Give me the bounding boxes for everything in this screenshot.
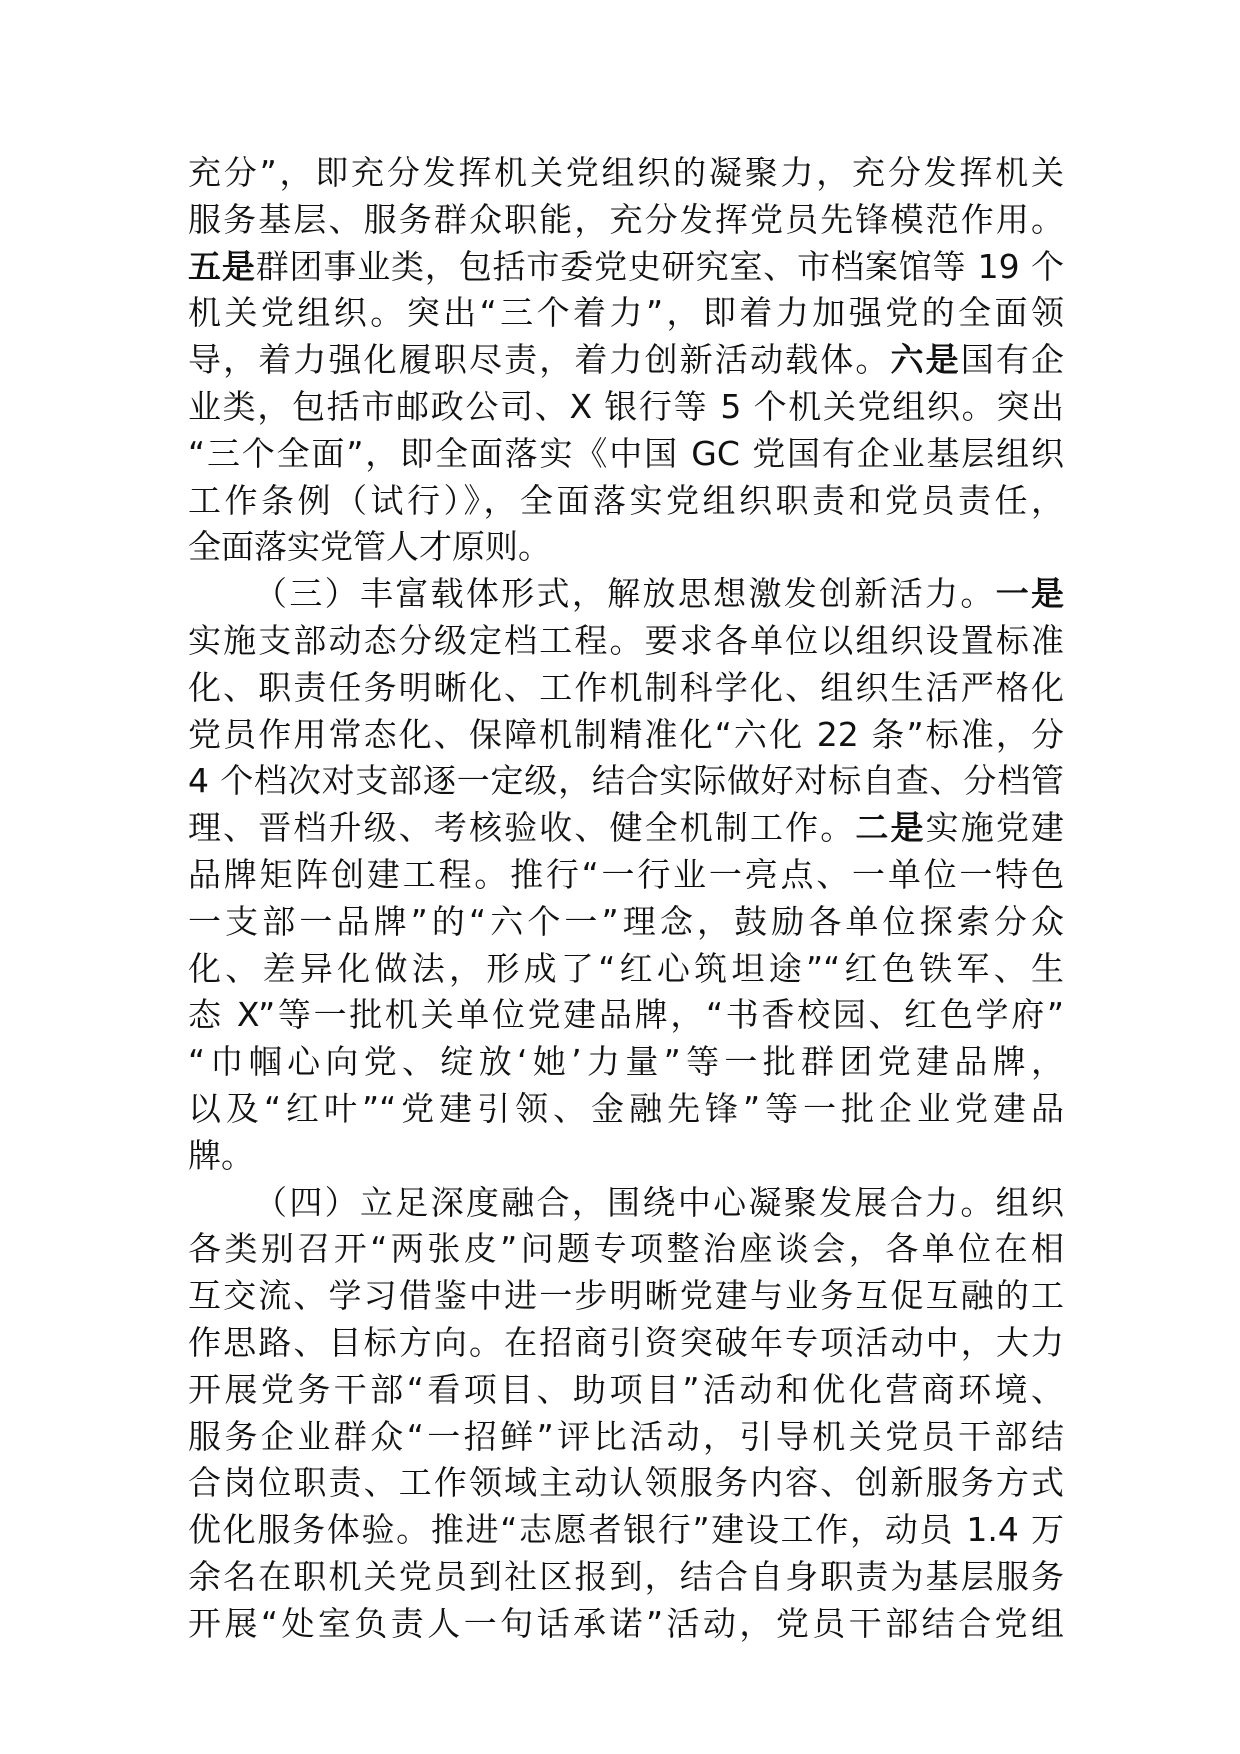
text-line <box>188 1086 1064 1133</box>
text-segment: 业类，包括市邮政公司、X 银行等 5 个机关党组织。突出 <box>188 386 1064 426</box>
text-line <box>188 290 1064 337</box>
text-segment: 合岗位职责、工作领域主动认领服务内容、创新服务方式 <box>188 1463 1064 1503</box>
bold-text-segment: 五是 <box>188 246 256 286</box>
text-segment: 牌。 <box>188 1135 254 1175</box>
text-segment: 实施党建 <box>925 808 1064 848</box>
text-line <box>188 1226 1064 1273</box>
text-segment: 机关党组织。突出“三个着力”，即着力加强党的全面领 <box>188 293 1064 333</box>
text-line <box>188 665 1064 712</box>
text-line <box>188 618 1064 665</box>
bold-text-segment: 六是 <box>890 340 961 380</box>
text-segment: 态 X”等一批机关单位党建品牌，“书香校园、红色学府” <box>188 995 1064 1035</box>
text-line <box>188 712 1064 759</box>
text-segment: 全面落实党管人才原则。 <box>188 527 551 567</box>
text-segment: “巾帼心向党、绽放‘她’力量”等一批群团党建品牌， <box>188 1042 1064 1082</box>
bold-text-segment: 二是 <box>855 808 926 848</box>
text-line <box>188 1554 1064 1601</box>
text-segment: 充分”，即充分发挥机关党组织的凝聚力，充分发挥机关 <box>188 153 1064 192</box>
document-page <box>188 150 1064 1648</box>
text-line <box>188 431 1064 478</box>
text-segment: 化、差异化做法，形成了“红心筑坦途”“红色铁军、生 <box>188 948 1064 988</box>
text-segment: 导，着力强化履职尽责，着力创新活动载体。 <box>188 340 891 380</box>
text-segment: 国有企 <box>960 340 1064 380</box>
text-segment: 服务基层、服务群众职能，充分发挥党员先锋模范作用。 <box>188 199 1064 239</box>
text-line <box>188 244 1064 291</box>
text-line <box>188 758 1064 805</box>
text-segment: 一支部一品牌”的“六个一”理念，鼓励各单位探索分众 <box>188 901 1064 941</box>
text-segment: 服务企业群众“一招鲜”评比活动，引导机关党员干部结 <box>188 1416 1064 1456</box>
text-segment: 开展“处室负责人一句话承诺”活动，党员干部结合党组 <box>188 1603 1064 1643</box>
text-segment: 余名在职机关党员到社区报到，结合自身职责为基层服务 <box>188 1556 1064 1596</box>
text-segment: 优化服务体验。推进“志愿者银行”建设工作，动员 1.4 万 <box>188 1510 1064 1550</box>
text-segment: 以及“红叶”“党建引领、金融先锋”等一批企业党建品 <box>188 1088 1064 1128</box>
text-line <box>188 524 1064 571</box>
text-line <box>188 1367 1064 1414</box>
text-segment: 化、职责任务明晰化、工作机制科学化、组织生活严格化 <box>188 667 1064 707</box>
text-segment: 各类别召开“两张皮”问题专项整治座谈会，各单位在相 <box>188 1229 1064 1269</box>
text-line <box>188 1039 1064 1086</box>
text-line <box>188 1507 1064 1554</box>
text-segment: 工作条例（试行）》，全面落实党组织职责和党员责任， <box>188 480 1064 520</box>
text-segment: “三个全面”，即全面落实《中国 GC 党国有企业基层组织 <box>188 433 1064 473</box>
text-segment: 品牌矩阵创建工程。推行“一行业一亮点、一单位一特色 <box>188 854 1064 894</box>
text-segment: 互交流、学习借鉴中进一步明晰党建与业务互促互融的工 <box>188 1276 1064 1316</box>
text-segment: （三）丰富载体形式，解放思想激发创新活力。 <box>254 574 996 614</box>
text-segment: 群团事业类，包括市委党史研究室、市档案馆等 19 个 <box>255 246 1064 286</box>
text-line <box>188 946 1064 993</box>
text-segment: 4 个档次对支部逐一定级，结合实际做好对标自查、分档管 <box>188 761 1064 801</box>
text-line <box>188 1414 1064 1461</box>
text-line <box>188 478 1064 525</box>
text-line <box>188 1133 1064 1180</box>
text-segment: 作思路、目标方向。在招商引资突破年专项活动中，大力 <box>188 1322 1064 1362</box>
text-segment: 实施支部动态分级定档工程。要求各单位以组织设置标准 <box>188 620 1064 660</box>
text-line <box>188 337 1064 384</box>
text-segment: 党员作用常态化、保障机制精准化“六化 22 条”标准，分 <box>188 714 1064 754</box>
text-line <box>188 992 1064 1039</box>
text-segment: 理、晋档升级、考核验收、健全机制工作。 <box>188 808 856 848</box>
text-line <box>188 197 1064 244</box>
text-segment: （四）立足深度融合，围绕中心凝聚发展合力。组织 <box>254 1182 1064 1222</box>
text-line <box>188 1180 1064 1227</box>
text-line <box>188 1273 1064 1320</box>
text-line <box>188 899 1064 946</box>
text-line <box>188 852 1064 899</box>
text-line <box>188 571 1064 618</box>
text-line <box>188 1320 1064 1367</box>
text-line <box>188 805 1064 852</box>
text-line <box>188 1601 1064 1648</box>
text-line <box>188 384 1064 431</box>
text-segment: 开展党务干部“看项目、助项目”活动和优化营商环境、 <box>188 1369 1064 1409</box>
text-line <box>188 150 1064 197</box>
text-line <box>188 1460 1064 1507</box>
bold-text-segment: 一是 <box>995 574 1065 614</box>
